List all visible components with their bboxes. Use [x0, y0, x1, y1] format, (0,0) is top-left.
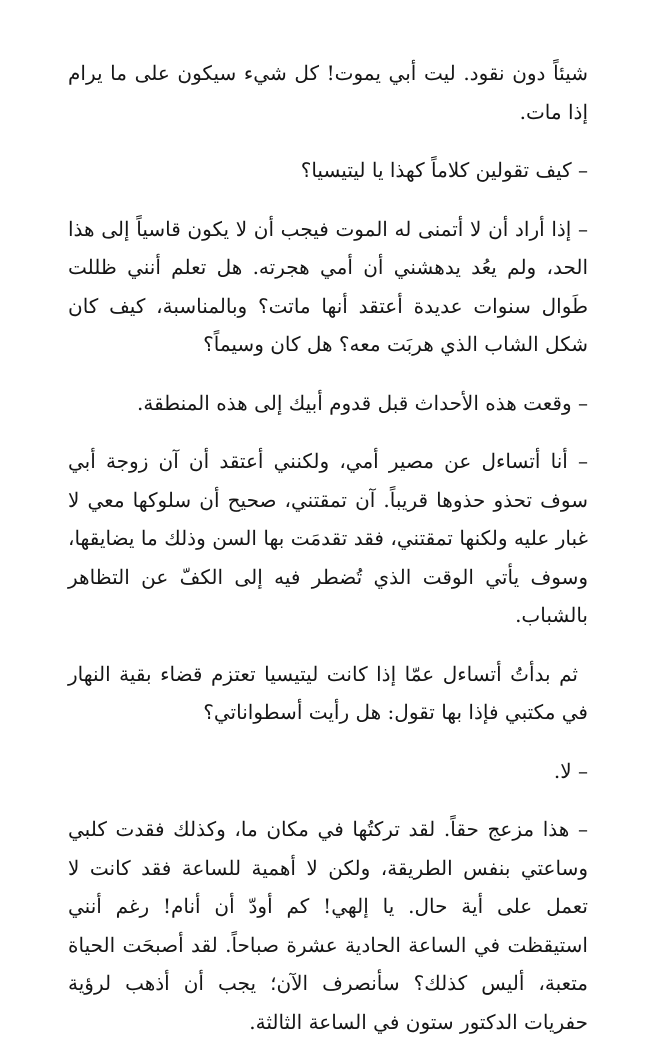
paragraph-7: – لا.: [553, 758, 588, 783]
paragraph-4: – وقعت هذه الأحداث قبل قدوم أبيك إلى هذه المنطقة.: [136, 390, 588, 415]
paragraph-1: شيئاً دون نقود. ليت أبي يموت! كل شيء سيكون على ما يرام إذا مات.: [68, 61, 588, 124]
paragraph-8: – هذا مزعج حقاً. لقد تركتُها في مكان ما، وكذلك فقدت كلبي وساعتي بنفس الطريقة، ولكن لا أهمية للساعة فقد كانت لا تعمل على أية حال. يا إلهي! كم أودّ أن أنام! رغم أنني استيقظت في الساعة الحادية عشرة صباحاً. لقد أصبحَت الحياة متعبة، أليس كذلك؟ سأنصرف الآن؛ يجب أن أذهب لرؤية حفريات الدكتور ستون في الساعة الثالثة.: [68, 817, 588, 1034]
paragraph-2: – كيف تقولين كلاماً كهذا يا ليتيسيا؟: [300, 158, 588, 182]
paragraph-5: – أنا أتساءل عن مصير أمي، ولكنني أعتقد أن آن زوجة أبي سوف تحذو حذوها قريباً. آن تمقتني، صحيح أن سلوكها معي لا غبار عليه ولكنها تمقتني، فقد تقدمَت بها السن وذلك ما يضايقها، وسوف يأتي الوقت الذي تُضطر فيه إلى الكفّ عن التظاهر بالشباب.: [68, 449, 588, 627]
paragraph-3: – إذا أراد أن لا أتمنى له الموت فيجب أن لا يكون قاسياً إلى هذا الحد، ولم يعُد يدهشني أن أمي هجرته. هل تعلم أنني ظللت طَوال سنوات عديدة أعتقد أنها ماتت؟ وبالمناسبة، كيف كان شكل الشاب الذي هربَت معه؟ هل كان وسيماً؟: [68, 216, 588, 356]
book-page: [68, 54, 588, 1041]
paragraph-6: ثم بدأتُ أتساءل عمّا إذا كانت ليتيسيا تعتزم قضاء بقية النهار في مكتبي فإذا بها تقول: هل رأيت أسطواناتي؟: [68, 661, 588, 724]
